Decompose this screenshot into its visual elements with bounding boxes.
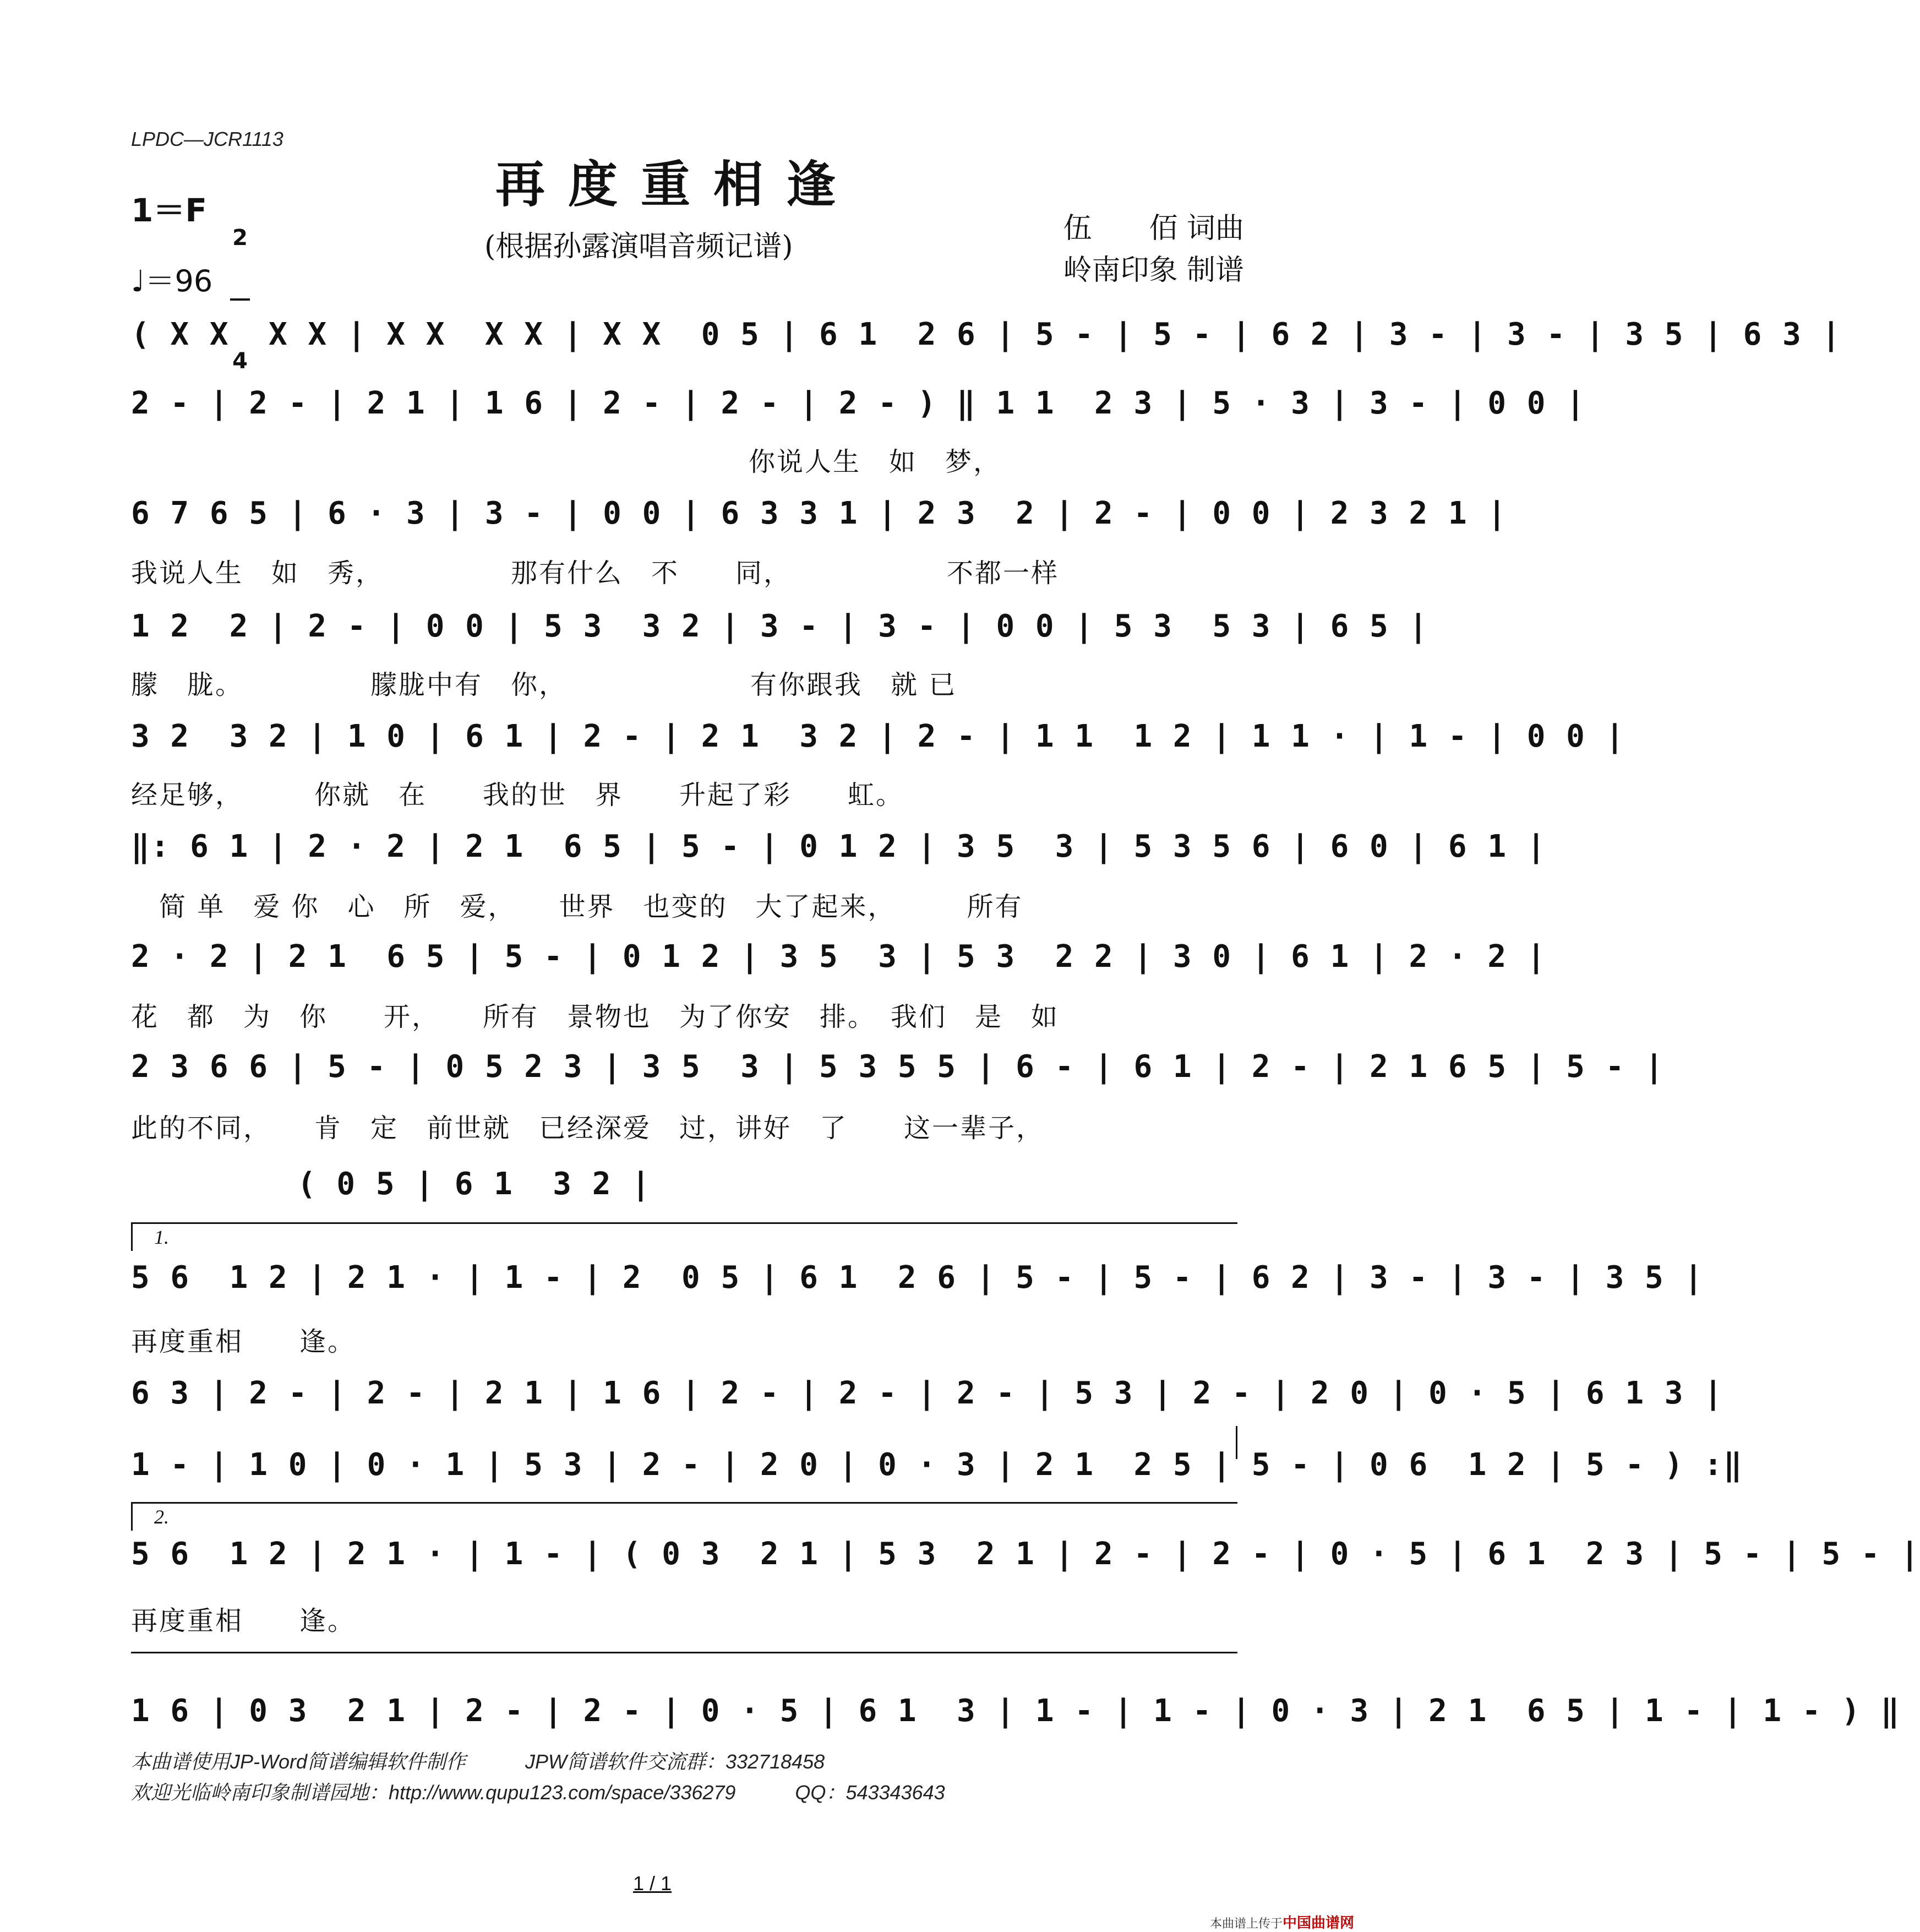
first-ending-bracket — [131, 1222, 1237, 1224]
time-signature-bottom: 4 — [232, 349, 248, 374]
notation-line-9: 5 6 1 2 | 2 1 · | 1 - | 2 0 5 | 6 1 2 6 | 5 - | 5 - | 6 2 | 3 - | 3 - | 3 5 | — [131, 1260, 1704, 1296]
song-title: 再度重相逢 — [495, 155, 859, 214]
notation-line-13: 1 6 | 0 3 2 1 | 2 - | 2 - | 0 · 5 | 6 1 3 | 1 - | 1 - | 0 · 3 | 2 1 6 5 | 1 - | 1 - ) ‖ — [131, 1693, 1901, 1729]
notation-line-8: 2 3 6 6 | 5 - | 0 5 2 3 | 3 5 3 | 5 3 5 5 | 6 - | 6 1 | 2 - | 2 1 6 5 | 5 - | — [131, 1049, 1665, 1085]
score-code: LPDC—JCR1113 — [131, 128, 283, 150]
notation-line-4: 1 2 2 | 2 - | 0 0 | 5 3 3 2 | 3 - | 3 - | 0 0 | 5 3 5 3 | 6 5 | — [131, 608, 1429, 644]
lyric-line-8: 此的不同， 肯 定 前世就 已经深爱 过，讲好 了 这一辈子， — [131, 1113, 1045, 1144]
arranger-credit: 岭南印象 制谱 — [1063, 254, 1244, 287]
second-ending-tick — [131, 1502, 133, 1531]
time-signature — [230, 177, 250, 398]
interlude-pickup: ( 0 5 | 6 1 3 2 | — [297, 1166, 651, 1202]
notation-line-10: 6 3 | 2 - | 2 - | 2 1 | 1 6 | 2 - | 2 - | 2 - | 5 3 | 2 - | 2 0 | 0 · 5 | 6 1 3 | — [131, 1375, 1723, 1411]
lyric-line-4: 朦 胧。 朦胧中有 你， 有你跟我 就 已 — [131, 670, 957, 700]
time-signature-top: 2 — [232, 225, 248, 251]
footer-website-note: 欢迎光临岭南印象制谱园地：http://www.qupu123.com/space/336279 QQ：543343643 — [131, 1781, 945, 1804]
notation-line-11: 1 - | 1 0 | 0 · 1 | 5 3 | 2 - | 2 0 | 0 · 3 | 2 1 2 5 | 5 - | 0 6 1 2 | 5 - ) :‖ — [131, 1447, 1743, 1483]
composer-credit: 伍 佰 词曲 — [1063, 212, 1244, 245]
lyric-line-9: 再度重相 逢。 — [131, 1326, 356, 1357]
lyric-line-3: 我说人生 如 秀， 那有什么 不 同， 不都一样 — [131, 558, 1060, 589]
lyric-line-2: 你说人生 如 梦， — [131, 447, 1002, 477]
lyric-line-7: 花 都 为 你 开， 所有 景物也 为了你安 排。 我们 是 如 — [131, 1002, 1060, 1032]
time-signature-bar — [230, 298, 250, 301]
second-ending-bracket — [131, 1502, 1237, 1504]
notation-line-5: 3 2 3 2 | 1 0 | 6 1 | 2 - | 2 1 3 2 | 2 - | 1 1 1 2 | 1 1 · | 1 - | 0 0 | — [131, 719, 1626, 754]
notation-line-1: ( X X X X | X X X X | X X 0 5 | 6 1 2 6 | 5 - | 5 - | 6 2 | 3 - | 3 - | 3 5 | 6 3 | — [131, 317, 1842, 352]
notation-line-12: 5 6 1 2 | 2 1 · | 1 - | ( 0 3 2 1 | 5 3 2 1 | 2 - | 2 - | 0 · 5 | 6 1 2 3 | 5 - | 5 - | — [131, 1536, 1920, 1572]
key-signature: 1＝F — [131, 192, 207, 229]
notation-line-6: ‖: 6 1 | 2 · 2 | 2 1 6 5 | 5 - | 0 1 2 | 3 5 3 | 5 3 5 6 | 6 0 | 6 1 | — [131, 829, 1547, 864]
page-number: 1 / 1 — [633, 1872, 672, 1895]
site-watermark — [1210, 1912, 1354, 1932]
lyric-line-5: 经足够， 你就 在 我的世 界 升起了彩 虹。 — [131, 780, 904, 810]
song-subtitle: (根据孙露演唱音频记谱) — [484, 230, 793, 263]
watermark-prefix: 本曲谱上传于 — [1209, 1917, 1283, 1931]
final-line-rule — [131, 1652, 1237, 1653]
notation-line-7: 2 · 2 | 2 1 6 5 | 5 - | 0 1 2 | 3 5 3 | 5 3 2 2 | 3 0 | 6 1 | 2 · 2 | — [131, 939, 1547, 975]
lyric-line-6: 简 单 爱 你 心 所 爱， 世界 也变的 大了起来， 所有 — [131, 891, 1023, 922]
tempo-marking: ♩＝96 — [131, 264, 213, 298]
second-ending-label: 2. — [154, 1506, 169, 1528]
lyric-line-12: 再度重相 逢。 — [131, 1606, 356, 1636]
notation-line-2: 2 - | 2 - | 2 1 | 1 6 | 2 - | 2 - | 2 - ) ‖ 1 1 2 3 | 5 · 3 | 3 - | 0 0 | — [131, 385, 1586, 421]
first-ending-label: 1. — [154, 1226, 169, 1248]
footer-software-note: 本曲谱使用JP-Word简谱编辑软件制作 JPW简谱软件交流群：332718458 — [131, 1750, 825, 1773]
watermark-brand: 中国曲谱网 — [1282, 1915, 1354, 1931]
notation-line-3: 6 7 6 5 | 6 · 3 | 3 - | 0 0 | 6 3 3 1 | 2 3 2 | 2 - | 0 0 | 2 3 2 1 | — [131, 496, 1508, 531]
first-ending-tick — [131, 1222, 133, 1251]
